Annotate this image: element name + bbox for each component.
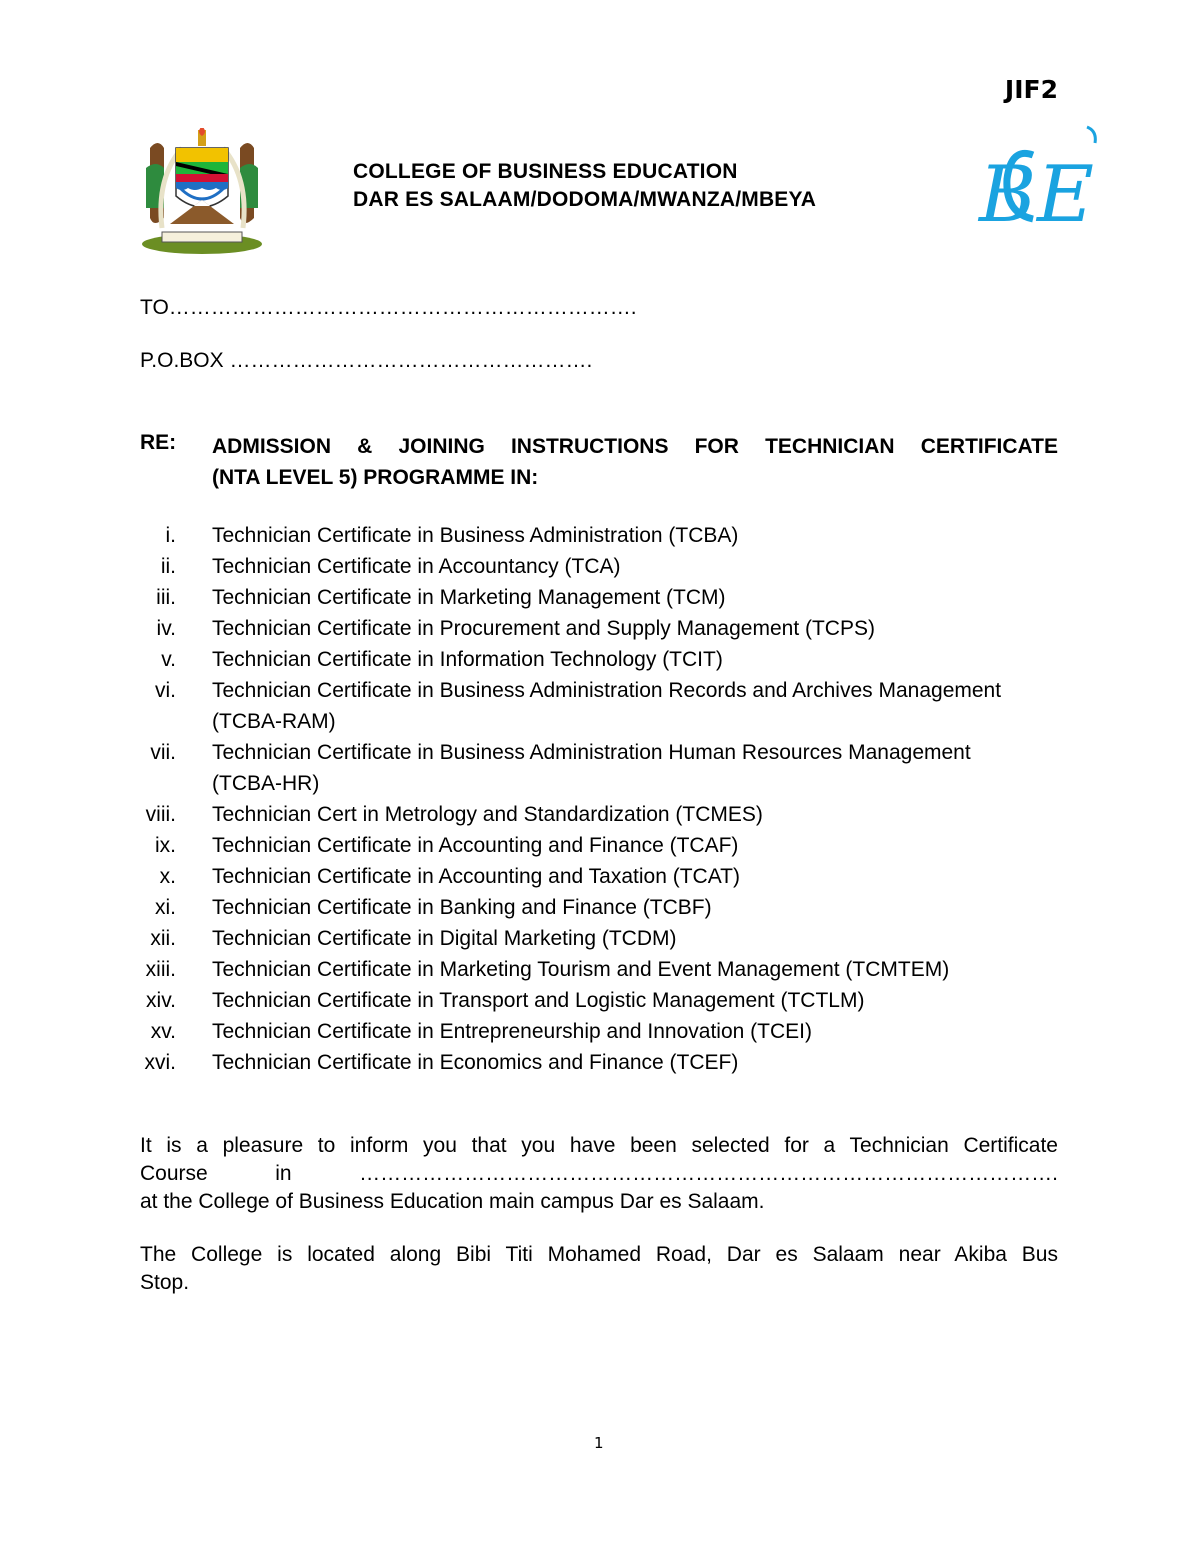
selection-line-1: It is a pleasure to inform you that you have been selected for a Technician Certificate (140, 1134, 1058, 1157)
programme-title: Technician Certificate in Transport and Logistic Management (TCTLM) (212, 989, 865, 1012)
pobox-line: P.O.BOX ……………………………………………. (140, 349, 593, 372)
programme-title: Technician Certificate in Accounting and Taxation (TCAT) (212, 865, 740, 888)
programme-item (140, 954, 1040, 985)
programme-title: Technician Certificate in Business Administration (TCBA) (212, 524, 739, 547)
programme-item (140, 923, 1040, 954)
page-number: 1 (594, 1434, 604, 1452)
programme-title: Technician Certificate in Economics and Finance (TCEF) (212, 1051, 739, 1074)
programme-number: vi. (155, 679, 176, 702)
programme-item (140, 613, 1040, 644)
programme-item (140, 520, 1040, 551)
programme-item (140, 582, 1040, 613)
coat-of-arms-icon (140, 128, 265, 256)
programme-title: Technician Certificate in Business Administration Records and Archives Management (TCBA-RAM) (212, 679, 1002, 733)
campus-list: DAR ES SALAAM/DODOMA/MWANZA/MBEYA (353, 188, 817, 211)
programme-item (140, 1047, 1040, 1078)
programme-title: Technician Certificate in Accountancy (TCA) (212, 555, 621, 578)
programme-title: Technician Certificate in Digital Marketing (TCDM) (212, 927, 677, 950)
programme-title: Technician Certificate in Marketing Tourism and Event Management (TCMTEM) (212, 958, 950, 981)
programme-number: v. (161, 648, 176, 671)
location-line-2: Stop. (140, 1271, 190, 1294)
to-line: TO…………………………………………………………. (140, 296, 637, 319)
programme-title: Technician Certificate in Accounting and Finance (TCAF) (212, 834, 739, 857)
programme-item (140, 737, 1040, 799)
programme-number: vii. (150, 741, 176, 764)
programme-item (140, 1016, 1040, 1047)
subject-label: RE: (140, 431, 177, 454)
selection-paragraph (140, 1132, 1058, 1216)
programme-number: viii. (145, 803, 176, 826)
bce-logo-icon (975, 125, 1105, 235)
programme-item (140, 799, 1040, 830)
programme-number: iii. (156, 586, 176, 609)
programme-number: ii. (160, 555, 176, 578)
subject-heading (212, 431, 1058, 493)
location-paragraph (140, 1241, 1058, 1297)
programme-title: Technician Certificate in Entrepreneurship and Innovation (TCEI) (212, 1020, 812, 1043)
programme-title: Technician Certificate in Procurement and Supply Management (TCPS) (212, 617, 875, 640)
programme-item (140, 892, 1040, 923)
programme-item (140, 861, 1040, 892)
programme-number: ix. (155, 834, 176, 857)
programme-item (140, 985, 1040, 1016)
programme-number: i. (165, 524, 176, 547)
programme-item (140, 644, 1040, 675)
programme-item (140, 675, 1040, 737)
programme-title: Technician Cert in Metrology and Standardization (TCMES) (212, 803, 763, 826)
programme-number: xi. (155, 896, 176, 919)
programme-number: x. (159, 865, 176, 888)
selection-line-2: Course in ………………………………………………………………………………………. (140, 1162, 1058, 1185)
document-code: JIF2 (1004, 75, 1058, 104)
programme-number: xii. (150, 927, 176, 950)
selection-line-3: at the College of Business Education main campus Dar es Salaam. (140, 1190, 765, 1213)
programme-item (140, 551, 1040, 582)
programme-title: Technician Certificate in Banking and Finance (TCBF) (212, 896, 712, 919)
programme-list (140, 520, 1040, 1078)
programme-title: Technician Certificate in Business Administration Human Resources Management (TCBA-HR) (212, 741, 971, 795)
programme-number: xvi. (144, 1051, 176, 1074)
programme-number: xiv. (146, 989, 176, 1012)
subject-line-1: ADMISSION & JOINING INSTRUCTIONS FOR TECHNICIAN CERTIFICATE (212, 435, 1058, 458)
location-line-1: The College is located along Bibi Titi Mohamed Road, Dar es Salaam near Akiba Bus (140, 1243, 1058, 1266)
programme-number: iv. (156, 617, 176, 640)
programme-number: xiii. (145, 958, 176, 981)
svg-text:B: B (979, 150, 1037, 235)
programme-number: xv. (150, 1020, 176, 1043)
college-name: COLLEGE OF BUSINESS EDUCATION (353, 160, 738, 183)
programme-title: Technician Certificate in Information Technology (TCIT) (212, 648, 723, 671)
programme-item (140, 830, 1040, 861)
subject-line-2: (NTA LEVEL 5) PROGRAMME IN: (212, 466, 539, 489)
svg-text:E: E (1037, 150, 1094, 235)
programme-title: Technician Certificate in Marketing Management (TCM) (212, 586, 726, 609)
